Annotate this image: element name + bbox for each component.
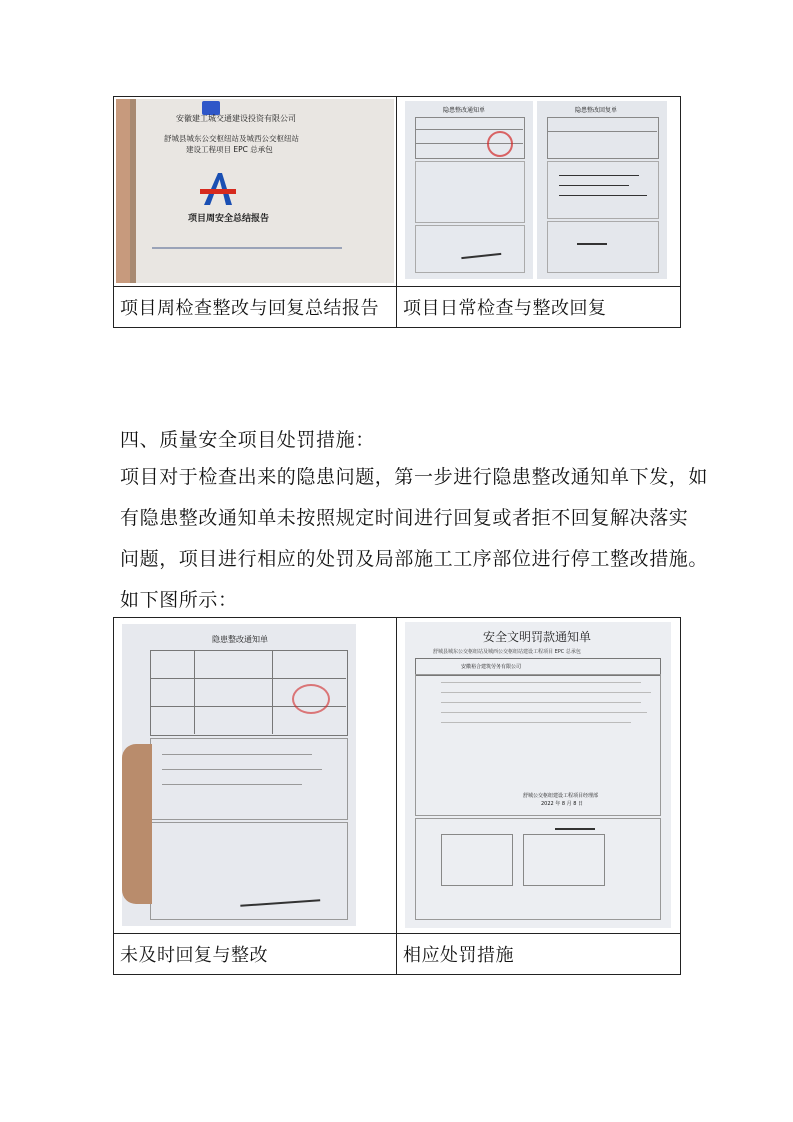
fine-title: 安全文明罚款通知单 [483,630,592,644]
paragraph-line: 有隐患整改通知单未按照规定时间进行回复或者拒不回复解决落实 [120,507,689,529]
caption-row [114,287,680,327]
image-row [114,97,680,287]
caption-daily-check: 项目日常检查与整改回复 [403,298,607,319]
caption-row [114,934,680,974]
image-table-1 [113,96,681,328]
form-title: 隐患整改回复单 [575,107,618,114]
paragraph-line: 问题，项目进行相应的处罚及局部施工工序部位进行停工整改措施。 [120,548,709,570]
report-cover-photo [116,99,394,283]
fine-subtitle: 舒城县城东公交枢纽站及城西公交枢纽站建设工程项目 EPC 总承包 [433,649,581,655]
paragraph-line: 项目对于检查出来的隐患问题，第一步进行隐患整改通知单下发，如 [120,466,709,488]
cover-project: 舒城县城东公交枢纽站及城西公交枢纽站 [164,134,299,143]
paragraph-line: 如下图所示： [120,589,238,611]
caption-late-reply: 未及时回复与整改 [114,934,397,974]
fine-date: 2022 年 8 月 8 日 [541,801,584,807]
notice-photo-cell [114,618,397,933]
cover-project-2: 建设工程项目 EPC 总承包 [186,145,273,154]
image-row [114,618,680,934]
company-logo [198,169,238,209]
image-table-2 [113,617,681,975]
rectify-reply-photo [537,101,667,279]
cover-report-title: 项目周安全总结报告 [188,214,270,224]
rectify-notice-photo [405,101,533,279]
fine-notice-photo [405,622,671,928]
fine-photo-cell [397,618,680,933]
notice-title: 隐患整改通知单 [212,635,268,644]
fine-issuer: 舒城公交枢纽建设工程项目经理部 [523,793,599,799]
cover-photo-cell [114,97,397,286]
hazard-notice-photo [122,624,356,926]
forms-photo-cell [397,97,680,286]
caption-penalty: 相应处罚措施 [403,945,514,966]
section-heading: 四、质量安全项目处罚措施： [120,429,375,451]
form-title: 隐患整改通知单 [443,107,486,114]
caption-weekly-report: 项目周检查整改与回复总结报告 [114,287,397,327]
fine-unit: 安徽裕合建筑劳务有限公司 [461,664,522,670]
cover-company: 安徽建工城交通建设投资有限公司 [176,114,296,123]
